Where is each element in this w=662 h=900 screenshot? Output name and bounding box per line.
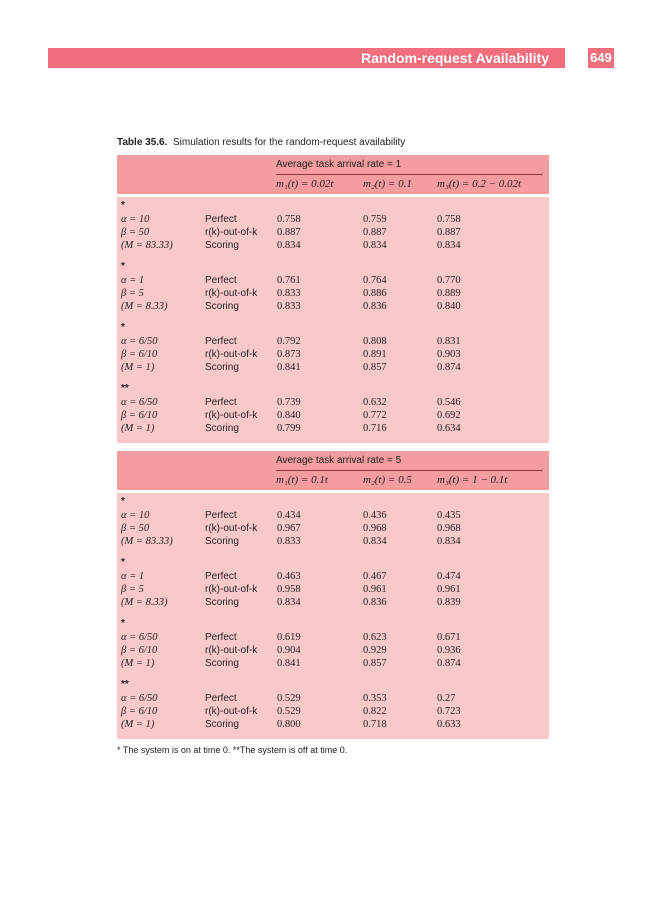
value-cell-m3: 0.839 (437, 597, 461, 608)
method-cell: Perfect (205, 397, 237, 408)
value-cell-m1: 0.799 (277, 423, 301, 434)
parameter-cell: β = 6/10 (121, 706, 158, 717)
method-cell: Perfect (205, 510, 237, 521)
table-row (117, 718, 549, 731)
group-spacer (117, 435, 549, 443)
value-cell-m3: 0.671 (437, 632, 461, 643)
row-group (117, 321, 549, 382)
parameter-cell: (M = 8.33) (121, 301, 168, 312)
table-row (117, 570, 549, 583)
method-cell: Scoring (205, 597, 239, 608)
group-spacer (117, 670, 549, 678)
value-cell-m1: 0.841 (277, 362, 301, 373)
row-group (117, 617, 549, 678)
value-cell-m1: 0.958 (277, 584, 301, 595)
method-cell: Scoring (205, 658, 239, 669)
table-row (117, 596, 549, 609)
parameter-cell: (M = 1) (121, 719, 155, 730)
system-state-mark: ** (121, 383, 129, 394)
row-group (117, 199, 549, 260)
table-body (117, 493, 549, 739)
value-cell-m2: 0.772 (363, 410, 387, 421)
row-group (117, 556, 549, 617)
table-row (117, 705, 549, 718)
page-number: 649 (588, 48, 614, 68)
value-cell-m3: 0.474 (437, 571, 461, 582)
value-cell-m1: 0.833 (277, 288, 301, 299)
table-row (117, 522, 549, 535)
method-cell: r(k)-out-of-k (205, 645, 258, 656)
row-group (117, 495, 549, 556)
method-cell: Perfect (205, 336, 237, 347)
method-cell: Scoring (205, 240, 239, 251)
value-cell-m3: 0.840 (437, 301, 461, 312)
value-cell-m1: 0.463 (277, 571, 301, 582)
value-cell-m1: 0.758 (277, 214, 301, 225)
group-spacer (117, 252, 549, 260)
parameter-cell: α = 1 (121, 275, 145, 286)
table-row (117, 644, 549, 657)
value-cell-m2: 0.764 (363, 275, 387, 286)
value-cell-m1: 0.434 (277, 510, 301, 521)
parameter-cell: β = 50 (121, 523, 150, 534)
value-cell-m1: 0.529 (277, 706, 301, 717)
value-cell-m3: 0.834 (437, 240, 461, 251)
value-cell-m2: 0.834 (363, 240, 387, 251)
table-row (117, 361, 549, 374)
parameter-cell: α = 6/50 (121, 632, 158, 643)
header-rule (276, 174, 543, 175)
parameter-cell: β = 6/10 (121, 645, 158, 656)
parameter-cell: β = 50 (121, 227, 150, 238)
method-cell: Perfect (205, 275, 237, 286)
value-cell-m2: 0.822 (363, 706, 387, 717)
column-header-m1: m₁(t) = 0.02t (276, 178, 334, 190)
group-spacer (117, 374, 549, 382)
value-cell-m1: 0.834 (277, 597, 301, 608)
method-cell: Perfect (205, 214, 237, 225)
row-group (117, 260, 549, 321)
value-cell-m2: 0.886 (363, 288, 387, 299)
system-state-mark: * (121, 322, 125, 333)
group-spacer (117, 731, 549, 739)
table-row (117, 226, 549, 239)
table-label: Table 35.6. (117, 137, 168, 148)
parameter-cell: α = 10 (121, 510, 150, 521)
column-header-m3: m₃(t) = 0.2 − 0.02t (437, 178, 522, 190)
value-cell-m2: 0.632 (363, 397, 387, 408)
method-cell: r(k)-out-of-k (205, 410, 258, 421)
table-header (117, 451, 549, 490)
value-cell-m1: 0.887 (277, 227, 301, 238)
table-row (117, 239, 549, 252)
value-cell-m3: 0.936 (437, 645, 461, 656)
group-spacer (117, 313, 549, 321)
value-cell-m1: 0.834 (277, 240, 301, 251)
value-cell-m3: 0.692 (437, 410, 461, 421)
parameter-cell: α = 6/50 (121, 693, 158, 704)
arrival-rate-heading: Average task arrival rate = 1 (276, 159, 402, 170)
parameter-cell: β = 6/10 (121, 349, 158, 360)
value-cell-m1: 0.833 (277, 301, 301, 312)
system-state-mark: * (121, 200, 125, 211)
table-row (117, 348, 549, 361)
results-table-rate-1 (117, 155, 549, 443)
table-footnote: * The system is on at time 0. **The system is off at time 0. (117, 745, 348, 755)
table-caption (117, 137, 405, 148)
table-row (117, 535, 549, 548)
parameter-cell: β = 5 (121, 584, 144, 595)
value-cell-m3: 0.546 (437, 397, 461, 408)
value-cell-m1: 0.873 (277, 349, 301, 360)
value-cell-m2: 0.836 (363, 301, 387, 312)
method-cell: Scoring (205, 423, 239, 434)
table-row (117, 335, 549, 348)
column-header-m2: m₂(t) = 0.5 (363, 474, 412, 486)
column-header-m2: m₂(t) = 0.1 (363, 178, 412, 190)
value-cell-m3: 0.831 (437, 336, 461, 347)
method-cell: r(k)-out-of-k (205, 288, 258, 299)
value-cell-m2: 0.759 (363, 214, 387, 225)
value-cell-m1: 0.761 (277, 275, 301, 286)
group-spacer (117, 548, 549, 556)
method-cell: Perfect (205, 632, 237, 643)
system-state-mark: * (121, 261, 125, 272)
parameter-cell: β = 6/10 (121, 410, 158, 421)
value-cell-m3: 0.874 (437, 658, 461, 669)
value-cell-m2: 0.836 (363, 597, 387, 608)
value-cell-m2: 0.857 (363, 658, 387, 669)
parameter-cell: α = 10 (121, 214, 150, 225)
table-row (117, 631, 549, 644)
method-cell: r(k)-out-of-k (205, 523, 258, 534)
value-cell-m1: 0.529 (277, 693, 301, 704)
parameter-cell: α = 6/50 (121, 336, 158, 347)
row-group (117, 678, 549, 739)
system-state-mark: * (121, 557, 125, 568)
header-rule (276, 470, 543, 471)
parameter-cell: (M = 83.33) (121, 536, 173, 547)
value-cell-m3: 0.770 (437, 275, 461, 286)
method-cell: r(k)-out-of-k (205, 584, 258, 595)
value-cell-m3: 0.435 (437, 510, 461, 521)
parameter-cell: β = 5 (121, 288, 144, 299)
parameter-cell: (M = 1) (121, 362, 155, 373)
parameter-cell: (M = 83.33) (121, 240, 173, 251)
value-cell-m1: 0.904 (277, 645, 301, 656)
system-state-mark: ** (121, 679, 129, 690)
running-header-title: Random-request Availability (48, 48, 565, 68)
table-row (117, 300, 549, 313)
method-cell: Scoring (205, 301, 239, 312)
table-header (117, 155, 549, 194)
table-row (117, 287, 549, 300)
system-state-mark: * (121, 496, 125, 507)
value-cell-m2: 0.436 (363, 510, 387, 521)
value-cell-m3: 0.834 (437, 536, 461, 547)
method-cell: r(k)-out-of-k (205, 227, 258, 238)
value-cell-m1: 0.840 (277, 410, 301, 421)
value-cell-m3: 0.723 (437, 706, 461, 717)
value-cell-m3: 0.634 (437, 423, 461, 434)
system-state-mark: * (121, 618, 125, 629)
value-cell-m3: 0.961 (437, 584, 461, 595)
parameter-cell: (M = 1) (121, 658, 155, 669)
table-row (117, 583, 549, 596)
value-cell-m2: 0.718 (363, 719, 387, 730)
value-cell-m3: 0.633 (437, 719, 461, 730)
value-cell-m3: 0.874 (437, 362, 461, 373)
value-cell-m2: 0.467 (363, 571, 387, 582)
method-cell: Scoring (205, 719, 239, 730)
table-row (117, 422, 549, 435)
value-cell-m2: 0.961 (363, 584, 387, 595)
value-cell-m2: 0.857 (363, 362, 387, 373)
value-cell-m2: 0.891 (363, 349, 387, 360)
parameter-cell: α = 6/50 (121, 397, 158, 408)
parameter-cell: (M = 1) (121, 423, 155, 434)
value-cell-m2: 0.716 (363, 423, 387, 434)
row-group (117, 382, 549, 443)
table-row (117, 213, 549, 226)
method-cell: Perfect (205, 693, 237, 704)
value-cell-m2: 0.968 (363, 523, 387, 534)
value-cell-m1: 0.800 (277, 719, 301, 730)
column-header-m1: m₁(t) = 0.1t (276, 474, 328, 486)
method-cell: Scoring (205, 536, 239, 547)
value-cell-m3: 0.889 (437, 288, 461, 299)
value-cell-m2: 0.808 (363, 336, 387, 347)
table-row (117, 657, 549, 670)
value-cell-m1: 0.792 (277, 336, 301, 347)
table-row (117, 409, 549, 422)
value-cell-m1: 0.619 (277, 632, 301, 643)
table-row (117, 509, 549, 522)
group-spacer (117, 609, 549, 617)
value-cell-m2: 0.353 (363, 693, 387, 704)
arrival-rate-heading: Average task arrival rate = 5 (276, 455, 402, 466)
value-cell-m3: 0.27 (437, 693, 456, 704)
method-cell: r(k)-out-of-k (205, 706, 258, 717)
value-cell-m2: 0.887 (363, 227, 387, 238)
results-table-rate-5 (117, 451, 549, 739)
method-cell: Perfect (205, 571, 237, 582)
value-cell-m3: 0.968 (437, 523, 461, 534)
column-header-m3: m₃(t) = 1 − 0.1t (437, 474, 508, 486)
value-cell-m1: 0.841 (277, 658, 301, 669)
value-cell-m1: 0.967 (277, 523, 301, 534)
table-row (117, 692, 549, 705)
value-cell-m2: 0.929 (363, 645, 387, 656)
value-cell-m2: 0.834 (363, 536, 387, 547)
value-cell-m3: 0.758 (437, 214, 461, 225)
value-cell-m3: 0.903 (437, 349, 461, 360)
value-cell-m2: 0.623 (363, 632, 387, 643)
table-row (117, 274, 549, 287)
table-caption-text: Simulation results for the random-request availability (172, 137, 406, 148)
parameter-cell: (M = 8.33) (121, 597, 168, 608)
value-cell-m1: 0.833 (277, 536, 301, 547)
parameter-cell: α = 1 (121, 571, 145, 582)
table-body (117, 197, 549, 443)
table-row (117, 396, 549, 409)
method-cell: r(k)-out-of-k (205, 349, 258, 360)
method-cell: Scoring (205, 362, 239, 373)
value-cell-m1: 0.739 (277, 397, 301, 408)
value-cell-m3: 0.887 (437, 227, 461, 238)
